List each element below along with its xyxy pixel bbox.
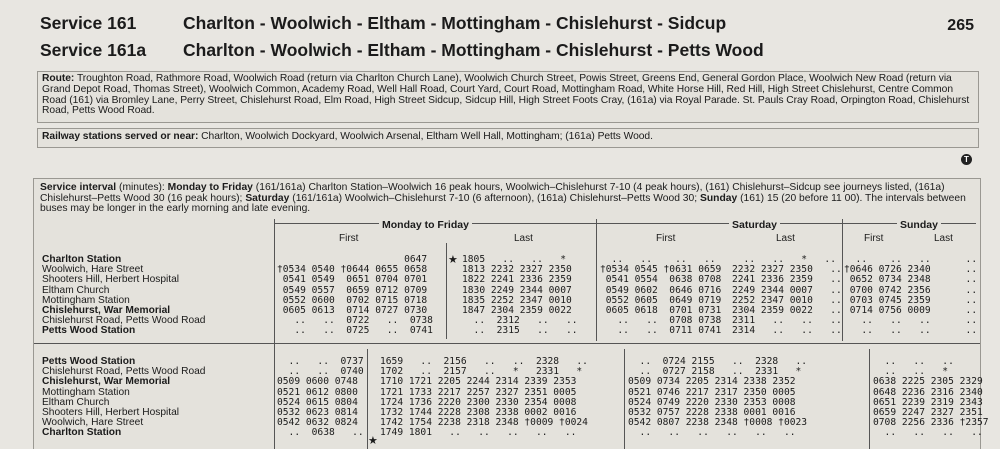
station-name: Chislehurst Road, Petts Wood Road bbox=[42, 315, 206, 327]
inbound-mf-first-times: .. .. 0737 .. .. 0740 0509 0600 0748 0521 0612 0800 0524 0615 0804 0532 0623 0814 0542 0632 0824 .. 0638 .. bbox=[277, 356, 364, 439]
station-name: Mottingham Station bbox=[42, 294, 130, 306]
sat-first-label: First bbox=[656, 233, 676, 244]
service-route-title: Charlton - Woolwich - Eltham - Mottingham - Chislehurst - Petts Wood bbox=[183, 40, 764, 60]
service-number: Service 161 bbox=[40, 13, 137, 33]
service-route-title: Charlton - Woolwich - Eltham - Mottingham - Chislehurst - Sidcup bbox=[183, 13, 727, 33]
sat-last-label: Last bbox=[776, 233, 795, 244]
page-number: 265 bbox=[947, 17, 974, 34]
star-marker: ★ bbox=[448, 254, 458, 266]
col-divider bbox=[624, 349, 625, 449]
header-row-1 bbox=[0, 13, 1000, 33]
col-divider bbox=[842, 219, 843, 341]
station-name: Chislehurst Road, Petts Wood Road bbox=[42, 366, 206, 378]
railway-text: Charlton, Woolwich Dockyard, Woolwich Arsenal, Eltham Well Hall, Mottingham; (161a) Petts Wood. bbox=[201, 131, 653, 142]
outbound-sat-last-times: .. .. * .. 2232 2327 2350 .. 2241 2336 2359 .. 2249 2344 0007 .. 2252 2347 0010 .. 2304 2359 0022 .. 2311 .. .. .. 2314 .. .. .. bbox=[732, 254, 842, 337]
interval-units: (minutes): bbox=[119, 182, 165, 193]
interval-mf-label: Monday to Friday bbox=[167, 182, 253, 193]
railway-box bbox=[37, 128, 979, 148]
star-marker: ★ bbox=[368, 435, 378, 447]
group-mf: Monday to Friday bbox=[379, 219, 472, 231]
interval-mf-text: (161/161a) Charlton Station–Woolwich 16 peak hours, Woolwich–Chislehurst 7-10 (4 peak hours), (161) Chislehurst–Sidcup see journeys listed, (161a) Chislehurst–Petts Wood 30 (16 peak hours); bbox=[40, 182, 945, 204]
outbound-sun-first-times: .. .. .. †0646 0726 2340 0652 0734 2348 0700 0742 2356 0703 0745 2359 0714 0756 0009 .. .. .. .. .. .. bbox=[844, 254, 931, 337]
section-rule bbox=[34, 343, 980, 344]
outbound-sat-first-times: .. .. .. .. †0534 0545 †0631 0659 0541 0554 0638 0708 0549 0602 0646 0716 0552 0605 0649 0719 0605 0618 0701 0731 .. .. 0708 0738 .. .. 0711 0741 bbox=[600, 254, 722, 337]
station-name: Chislehurst, War Memorial bbox=[42, 304, 171, 316]
station-name: Mottingham Station bbox=[42, 386, 130, 398]
interval-sun-text: (161) 15 (20 before 11 00). The intervals between buses may be longer in the early morning and late evening. bbox=[40, 192, 966, 215]
sun-first-label: First bbox=[864, 233, 884, 244]
station-name: Petts Wood Station bbox=[42, 325, 136, 337]
station-name: Woolwich, Hare Street bbox=[42, 264, 144, 276]
interval-sun-label: Sunday bbox=[700, 192, 738, 204]
route-text: Troughton Road, Rathmore Road, Woolwich Road (return via Charlton Church Lane), Woolwich Church Street, Powis Street, Greens End, General Gordon Place, Woolwich New Road (return via Grand Depot Road, Thomas Street), Woolwich Common, Academy Road, Well Hall Road, Court Yard, Court Road, Mottingham Road, White Horse Hill, Red Hill, High Street Chislehurst, Centre Common Road (161) via Bromley Lane, Perry Street, Chislehurst Road, Elm Road, High Street Sidcup, Sidcup Hill, High Street Foots Cray, (161a) via Royal Parade. St. Pauls Cray Road, Orpington Road, Chislehurst Road, Petts Wood Road. bbox=[42, 73, 970, 117]
mf-first-label: First bbox=[339, 233, 359, 244]
route-box bbox=[37, 71, 979, 123]
inbound-sun-times: .. .. .. .. .. * 0638 2225 2305 2329 0648 2236 2316 2340 0651 2239 2319 2343 0659 2247 2327 2351 0708 2256 2336 †2357 .. .. .. .. bbox=[873, 356, 989, 439]
outbound-mf-first-times: 0647 †0534 0540 †0644 0655 0658 0541 0549 0651 0704 0701 0549 0557 0659 0712 0709 0552 0600 0702 0715 0718 0605 0613 0714 0727 0730 .. .. 0722 .. 0738 .. .. 0725 .. 0741 bbox=[277, 254, 433, 337]
service-interval bbox=[40, 183, 974, 215]
sun-last-label: Last bbox=[934, 233, 953, 244]
mf-last-label: Last bbox=[514, 233, 533, 244]
underground-symbol-icon: T bbox=[961, 154, 972, 165]
route-label: Route: bbox=[42, 73, 75, 84]
inbound-station-list bbox=[42, 357, 277, 439]
interval-sat-text: (161/161a) Woolwich–Chislehurst 7-10 (6 afternoon), (161a) Chislehurst–Petts Wood 30; bbox=[292, 192, 698, 204]
group-sun: Sunday bbox=[897, 219, 941, 231]
interval-label: Service interval bbox=[40, 182, 117, 193]
outbound-mf-last-times: 1805 .. .. * 1813 2232 2327 2350 1822 2241 2336 2359 1830 2249 2344 0007 1835 2252 2347 0010 1847 2304 2359 0022 .. 2312 .. .. .. 2315 .. .. bbox=[462, 254, 578, 337]
inbound-sat-times: .. 0724 2155 .. 2328 .. .. 0727 2158 .. 2331 * 0509 0734 2205 2314 2338 2352 0521 0746 2217 2317 2350 0005 0524 0749 2220 2330 2353 0008 0532 0757 2228 2338 0001 0016 0542 0807 2238 2348 †0008 †0023 .. .. .. .. .. .. bbox=[628, 356, 808, 439]
header-row-2 bbox=[0, 40, 1000, 60]
service-number: Service 161a bbox=[40, 40, 147, 60]
outbound-sun-last-times: .. .. .. .. .. .. .. .. bbox=[965, 254, 978, 337]
station-name: Shooters Hill, Herbert Hospital bbox=[42, 406, 180, 418]
station-name: Charlton Station bbox=[42, 254, 122, 265]
col-divider bbox=[596, 219, 597, 341]
station-name: Eltham Church bbox=[42, 396, 110, 408]
station-name: Petts Wood Station bbox=[42, 356, 136, 367]
outbound-station-list bbox=[42, 255, 277, 337]
station-name: Shooters Hill, Herbert Hospital bbox=[42, 274, 180, 286]
station-name: Eltham Church bbox=[42, 284, 110, 296]
station-name: Charlton Station bbox=[42, 427, 122, 439]
col-divider bbox=[446, 243, 447, 339]
station-name: Woolwich, Hare Street bbox=[42, 417, 144, 429]
interval-sat-label: Saturday bbox=[245, 192, 290, 204]
col-divider bbox=[869, 349, 870, 449]
station-name: Chislehurst, War Memorial bbox=[42, 376, 171, 388]
timetable bbox=[33, 178, 989, 449]
railway-label: Railway stations served or near: bbox=[42, 131, 199, 142]
inbound-mf-last-times: 1659 .. 2156 .. .. 2328 .. 1702 .. 2157 .. * 2331 * 1710 1721 2205 2244 2314 2339 2353 1721 1733 2217 2257 2327 2351 0005 1724 1736 2220 2300 2330 2354 0008 1732 1744 2228 2308 2338 0002 0016 1742 1754 2238 2318 2348 †0009 †0024 1749 1801 .. .. .. .. .. bbox=[380, 356, 588, 439]
group-sat: Saturday bbox=[729, 219, 780, 231]
